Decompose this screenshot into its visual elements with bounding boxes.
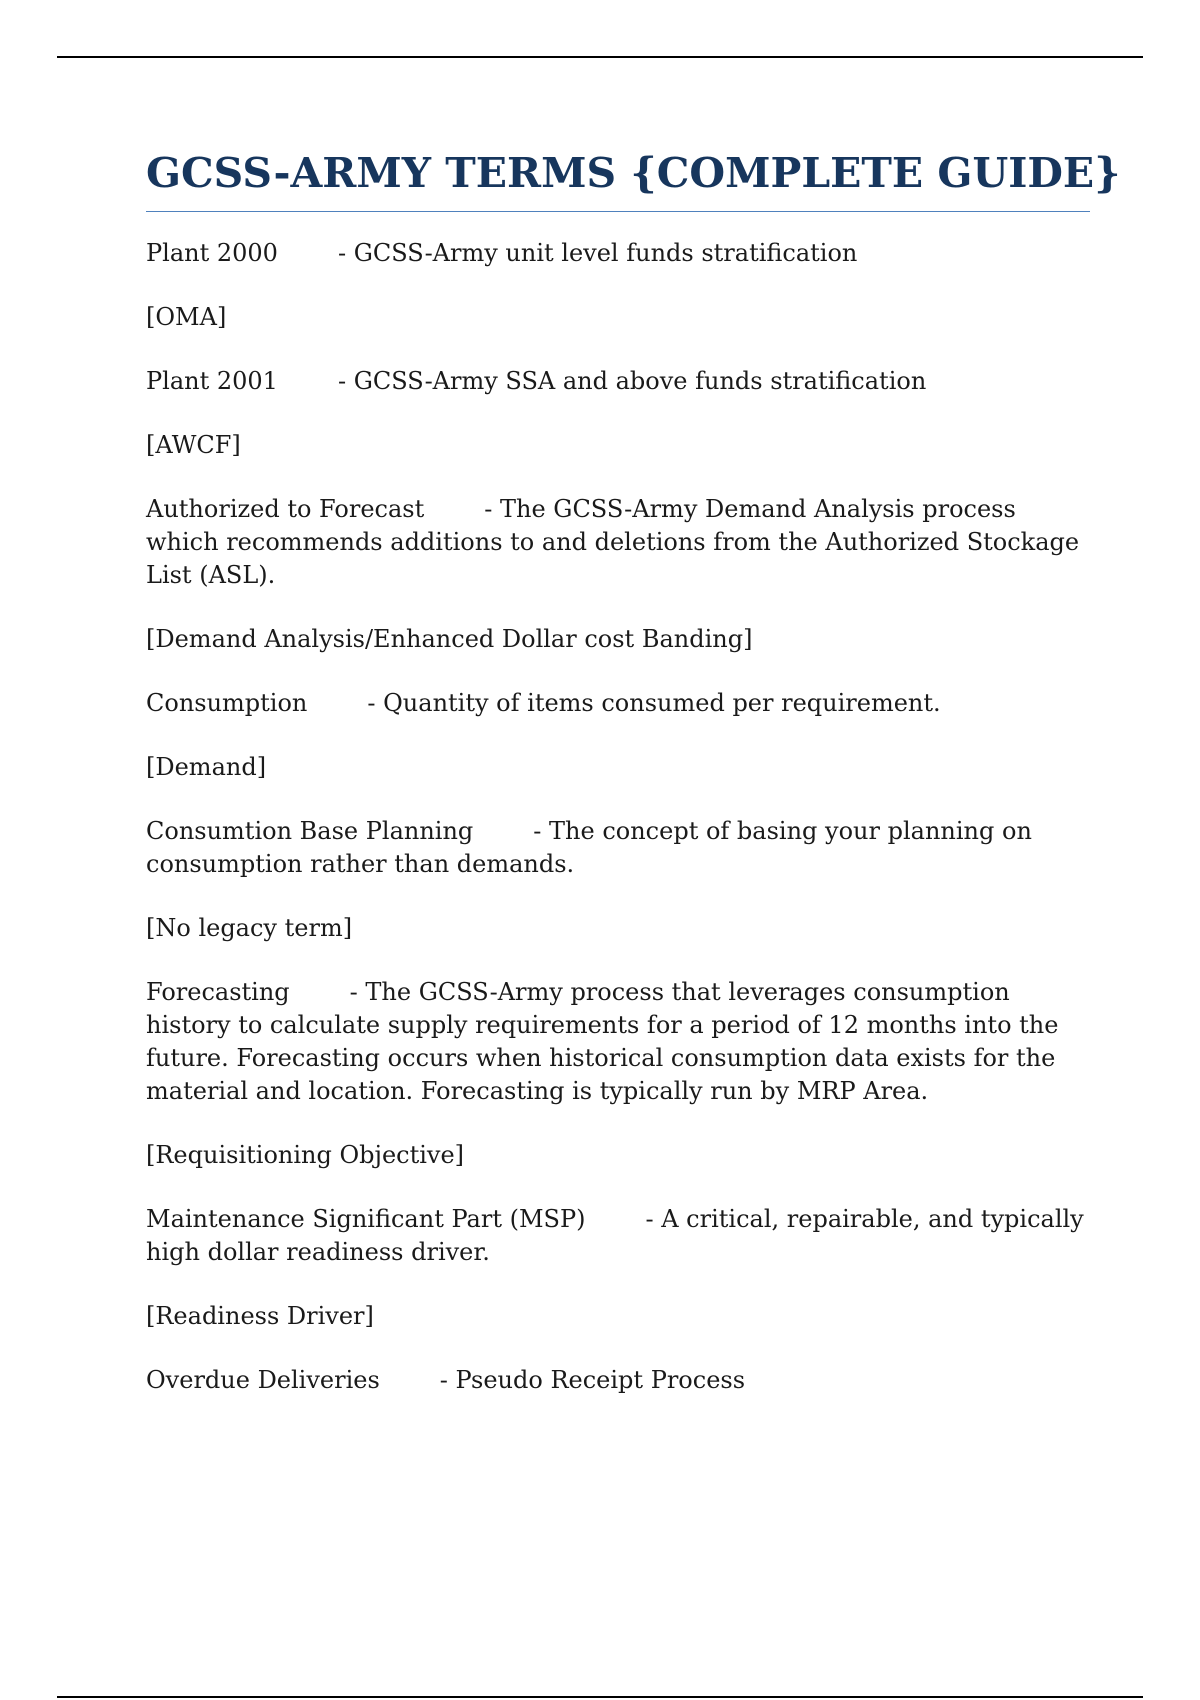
term-entry — [146, 1203, 1090, 1269]
term-name: Forecasting — [146, 978, 290, 1006]
bottom-rule — [57, 1696, 1143, 1698]
legacy-term: [Demand Analysis/Enhanced Dollar cost Banding] — [146, 625, 753, 653]
term-entry — [146, 365, 1090, 398]
term-definition: - The concept of basing your planning on consumption rather than demands. — [146, 817, 1032, 878]
term-definition: - Pseudo Receipt Process — [439, 1366, 746, 1394]
term-name: Plant 2001 — [146, 367, 278, 395]
term-definition: - A critical, repairable, and typically high dollar readiness driver. — [146, 1205, 1084, 1266]
legacy-term: [Readiness Driver] — [146, 1302, 374, 1330]
document-title: GCSS-ARMY TERMS {COMPLETE GUIDE} — [146, 145, 1090, 212]
term-definition: - GCSS-Army unit level funds stratification — [337, 239, 858, 267]
term-name: Consumtion Base Planning — [146, 817, 474, 845]
legacy-term: [Requisitioning Objective] — [146, 1141, 465, 1169]
term-entry — [146, 493, 1090, 592]
legacy-term: [Demand] — [146, 753, 267, 781]
document-body — [146, 145, 1121, 1428]
term-list — [146, 237, 1090, 1397]
term-entry — [146, 237, 1090, 270]
top-rule — [57, 56, 1143, 58]
term-definition: - The GCSS-Army process that leverages consumption history to calculate supply requirements for a period of 12 months into the future. Forecasting occurs when historical consumption data exists for the material and location. Forecasting is typically run by MRP Area. — [146, 978, 1059, 1105]
term-name: Consumption — [146, 689, 308, 717]
term-name: Authorized to Forecast — [146, 495, 425, 523]
term-name: Plant 2000 — [146, 239, 278, 267]
term-entry — [146, 815, 1090, 881]
term-entry — [146, 1364, 1090, 1397]
legacy-term: [OMA] — [146, 303, 227, 331]
term-name: Overdue Deliveries — [146, 1366, 380, 1394]
term-entry — [146, 687, 1090, 720]
legacy-term: [No legacy term] — [146, 914, 353, 942]
term-definition: - GCSS-Army SSA and above funds stratification — [337, 367, 927, 395]
term-definition: - Quantity of items consumed per requirement. — [367, 689, 941, 717]
term-entry — [146, 976, 1090, 1108]
legacy-term: [AWCF] — [146, 431, 241, 459]
term-definition: - The GCSS-Army Demand Analysis process which recommends additions to and deletions from the Authorized Stockage List (ASL). — [146, 495, 1080, 589]
term-name: Maintenance Significant Part (MSP) — [146, 1205, 586, 1233]
